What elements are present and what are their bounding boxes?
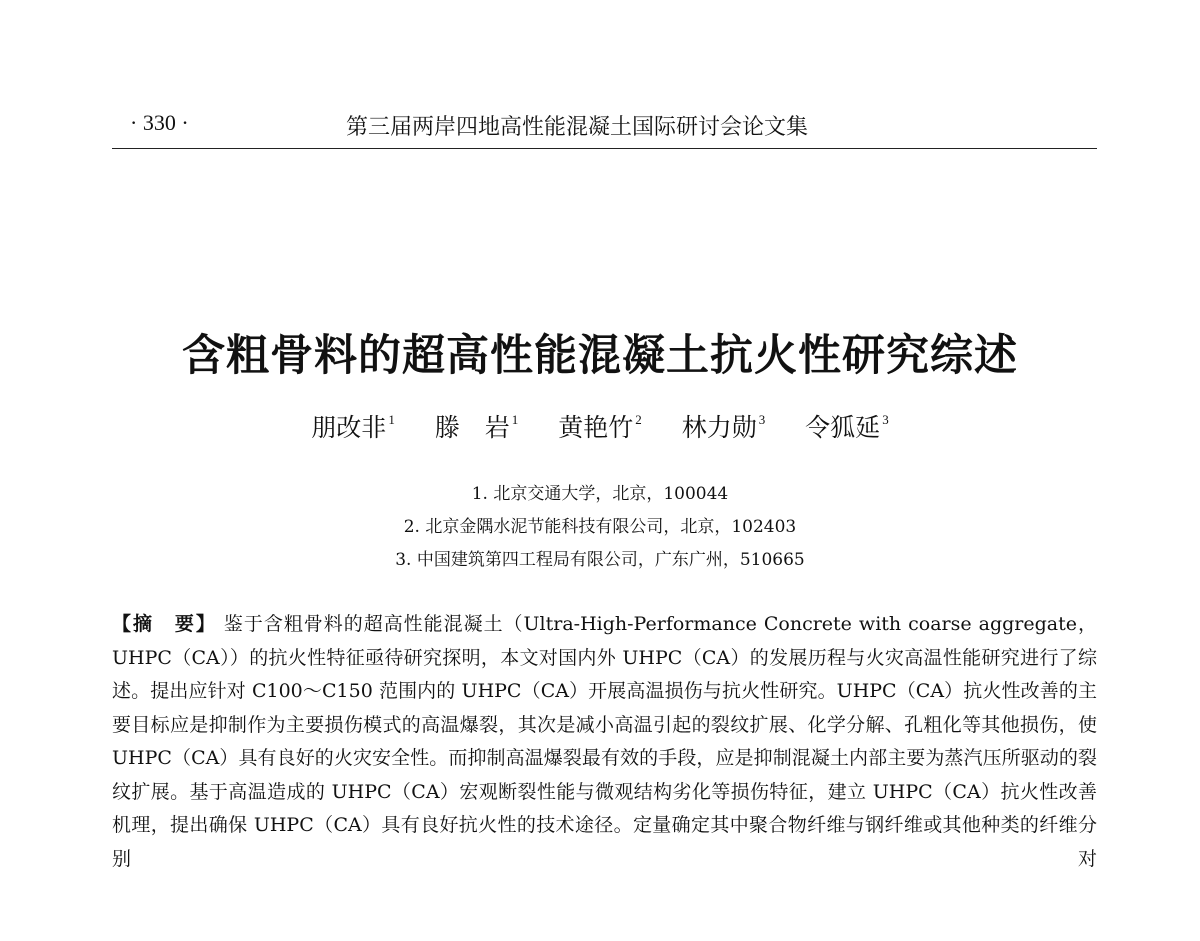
abstract xyxy=(112,608,1097,876)
author xyxy=(805,408,889,444)
affiliation-mark: 1 xyxy=(388,412,395,427)
abstract-label: 【摘 要】 xyxy=(112,613,217,635)
running-header xyxy=(112,104,1097,149)
affiliation-list xyxy=(0,478,1200,577)
affiliation: 3. 中国建筑第四工程局有限公司，广东广州，510665 xyxy=(395,550,805,570)
author xyxy=(311,408,395,444)
author xyxy=(558,408,642,444)
affiliation-mark: 2 xyxy=(635,412,642,427)
author xyxy=(682,408,766,444)
author-name: 林力勋 xyxy=(681,413,757,442)
affiliation-mark: 3 xyxy=(758,412,766,427)
page-number: · 330 · xyxy=(130,110,189,135)
affiliation-mark: 3 xyxy=(882,412,889,427)
author-name: 令狐延 xyxy=(805,413,881,442)
author-name: 黄艳竹 xyxy=(558,413,634,442)
author xyxy=(435,408,519,444)
paper-title: 含粗骨料的超高性能混凝土抗火性研究综述 xyxy=(182,331,1018,381)
author-list xyxy=(0,408,1200,444)
author-name: 朋改非 xyxy=(311,413,387,442)
affiliation: 1. 北京交通大学，北京，100044 xyxy=(471,484,729,504)
abstract-text: 鉴于含粗骨料的超高性能混凝土（Ultra-High-Performance Concrete with coarse aggregate，UHPC（CA））的抗火性特征亟待研究探明，本文对国内外 UHPC（CA）的发展历程与火灾高温性能研究进行了综述。提出应针对 C100～C150 范围内的 UHPC（CA）开展高温损伤与抗火性研究。UHPC（CA）抗火性改善的主要目标应是抑制作为主要损伤模式的高温爆裂，其次是减小高温引起的裂纹扩展、化学分解、孔粗化等其他损伤，使 UHPC（CA）具有良好的火灾安全性。而抑制高温爆裂最有效的手段，应是抑制混凝土内部主要为蒸汽压所驱动的裂纹扩展。基于高温造成的 UHPC（CA）宏观断裂性能与微观结构劣化等损伤特征，建立 UHPC（CA）抗火性改善机理，提出确保 UHPC（CA）具有良好抗火性的技术途径。定量确定其中聚合物纤维与钢纤维或其他种类的纤维分别对 xyxy=(112,613,1097,870)
affiliation: 2. 北京金隅水泥节能科技有限公司，北京，102403 xyxy=(403,517,797,537)
journal-title: 第三届两岸四地高性能混凝土国际研讨会论文集 xyxy=(346,115,809,140)
author-name: 滕 岩 xyxy=(434,413,510,442)
affiliation-mark: 1 xyxy=(511,412,519,427)
